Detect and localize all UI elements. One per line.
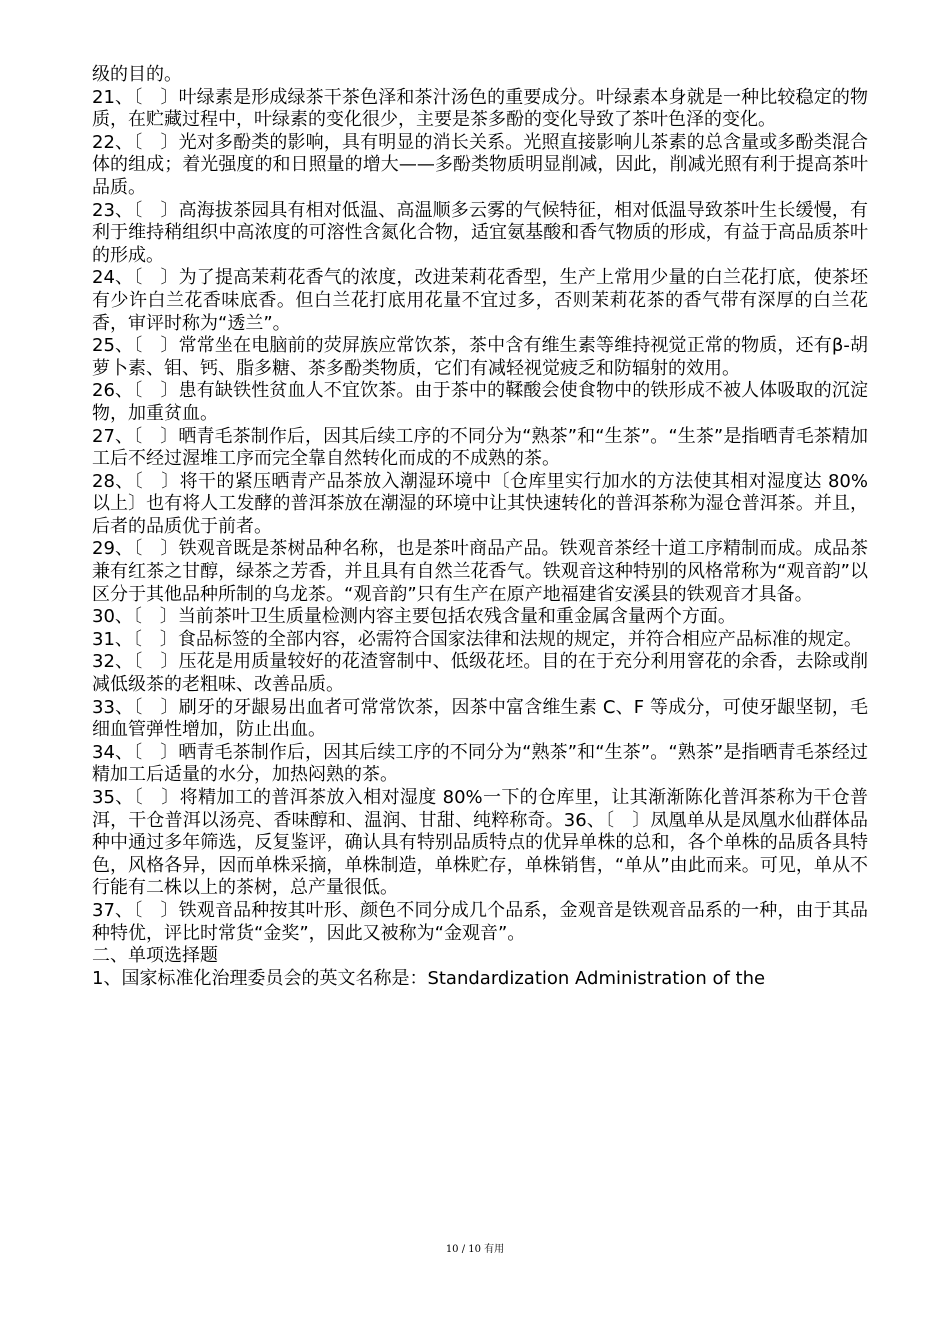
- question-26: 26、〔 〕患有缺铁性贫血人不宜饮茶。由于茶中的鞣酸会使食物中的铁形成不被人体吸取的沉淀物，加重贫血。: [92, 380, 868, 424]
- question-28: 28、〔 〕将干的紧压晒青产品茶放入潮湿环境中〔仓库里实行加水的方法使其相对湿度达 80%以上〕也有将人工发酵的普洱茶放在潮湿的环境中让其快速转化的普洱茶称为湿仓普洱茶。并且，后者的品质优于前者。: [92, 470, 868, 537]
- question-29: 29、〔 〕铁观音既是茶树品种名称，也是茶叶商品产品。铁观音茶经十道工序精制而成。成品茶兼有红茶之甘醇，绿茶之芳香，并且具有自然兰花香气。铁观音这种特别的风格常称为“观音韵”以区分于其他品种所制的乌龙茶。“观音韵”只有生产在原产地福建省安溪县的铁观音才具备。: [92, 538, 868, 605]
- page-footer: 10 / 10 有用: [445, 1244, 505, 1255]
- question-34: 34、〔 〕晒青毛茶制作后，因其后续工序的不同分为“熟茶”和“生茶”。“熟茶”是指晒青毛茶经过精加工后适量的水分，加热闷熟的茶。: [92, 741, 868, 786]
- question-33: 33、〔 〕刷牙的牙龈易出血者可常常饮茶，因茶中富含维生素 C、F 等成分，可使牙龈坚韧，毛细血管弹性增加，防止出血。: [92, 696, 868, 741]
- question-23: 23、〔 〕高海拔茶园具有相对低温、高温顺多云雾的气候特征，相对低温导致茶叶生长缓慢，有利于维持稍组织中高浓度的可溶性含氮化合物，适宜氨基酸和香气物质的形成，有益于高品质茶叶的形成。: [92, 199, 868, 266]
- question-24: 24、〔 〕为了提高茉莉花香气的浓度，改进茉莉花香型，生产上常用少量的白兰花打底，使茶坯有少许白兰花香味底香。但白兰花打底用花量不宜过多，否则茉莉花茶的香气带有深厚的白兰花香，审评时称为“透兰”。: [92, 267, 868, 334]
- question-37: 37、〔 〕铁观音品种按其叶形、颜色不同分成几个品系，金观音是铁观音品系的一种，由于其品种特优，评比时常货“金奖”，因此又被称为“金观音”。: [92, 899, 868, 944]
- section-heading: 二、单项选择题: [92, 945, 218, 967]
- question-25: 25、〔 〕常常坐在电脑前的荧屏族应常饮茶，茶中含有维生素等维持视觉正常的物质，还有β-胡萝卜素、钼、钙、脂多糖、茶多酚类物质，它们有减轻视觉疲乏和防辐射的效用。: [92, 335, 868, 379]
- choice-question-1: 1、国家标准化治理委员会的英文名称是：Standardization Administration of the: [92, 967, 766, 989]
- question-27: 27、〔 〕晒青毛茶制作后，因其后续工序的不同分为“熟茶”和“生茶”。“生茶”是指晒青毛茶精加工后不经过渥堆工序而完全靠自然转化而成的不成熟的茶。: [92, 425, 868, 470]
- document-body: [92, 64, 868, 990]
- question-32: 32、〔 〕压花是用质量较好的花渣窨制中、低级花坯。目的在于充分利用窨花的余香，去除或削减低级茶的老粗味、改善品质。: [92, 651, 868, 696]
- question-35-36: 35、〔 〕将精加工的普洱茶放入相对湿度 80%一下的仓库里，让其渐渐陈化普洱茶称为干仓普洱，干仓普洱以汤亮、香味醇和、温润、甘甜、纯粹称奇。36、〔 〕凤凰单从是凤凰水仙群体品种中通过多年筛选，反复鉴评，确认具有特别品质特点的优异单株的总和，各个单株的品质各具特色，风格各异，因而单株采摘，单株制造，单株贮存，单株销售，“单从”由此而来。可见，单从不行能有二株以上的茶树，总产量很低。: [92, 787, 868, 899]
- question-31: 31、〔 〕食品标签的全部内容，必需符合国家法律和法规的规定，并符合相应产品标准的规定。: [92, 628, 862, 650]
- question-21: 21、〔 〕叶绿素是形成绿茶干茶色泽和茶汁汤色的重要成分。叶绿素本身就是一种比较稳定的物质，在贮藏过程中，叶绿素的变化很少，主要是茶多酚的变化导致了茶叶色泽的变化。: [92, 86, 868, 131]
- question-22: 22、〔 〕光对多酚类的影响，具有明显的消长关系。光照直接影响儿茶素的总含量或多酚类混合体的组成；着光强度的和日照量的增大——多酚类物质明显削减，因此，削减光照有利于提高茶叶品质。: [92, 131, 868, 198]
- question-30: 30、〔 〕当前茶叶卫生质量检测内容主要包括农残含量和重金属含量两个方面。: [92, 606, 736, 628]
- paragraph-fragment: 级的目的。: [92, 64, 182, 85]
